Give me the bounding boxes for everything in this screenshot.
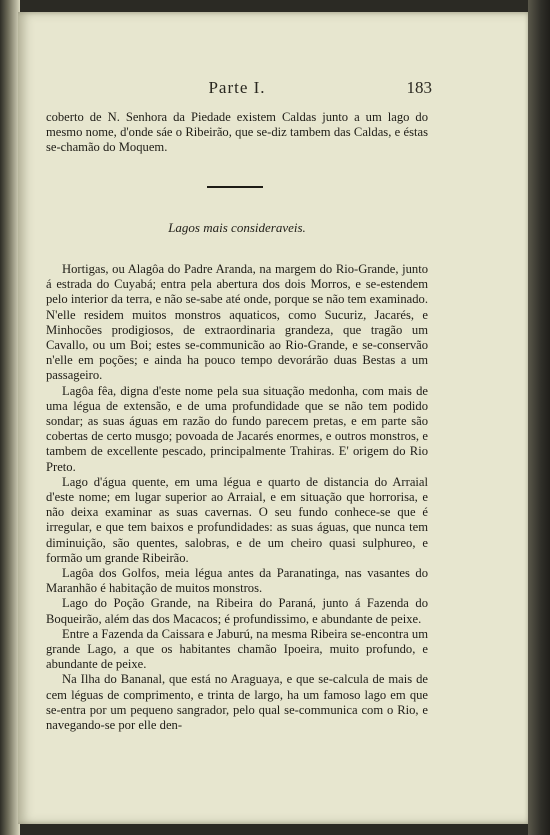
paragraph-lagoa-golfos: Lagôa dos Golfos, meia légua antes da Paranatinga, nas vasantes do Maranhão é habitação de muitos monstros. [46,566,428,596]
page-edge-shadow [528,0,550,835]
paragraph-caissara-jaburu: Entre a Fazenda da Caissara e Jaburú, na mesma Ribeira se-encontra um grande Lago, a que os habitantes chamão Ipoeira, muito profundo, e abundante de peixe. [46,626,428,672]
paragraph-lago-agua-quente: Lago d'água quente, em uma légua e quarto de distancia do Arraial d'este nome; em lugar superior ao Arraial, e em situação que horrorisa, e não deixa examinar as suas cavernas. O seu fundo conhece-se que é irregular, e que tem baixos e profundidades: as suas águas, que nunca tem diminuição, são quentes, salobras, e de um cheiro quasi sulphureo, e formão um grande Ribeirão. [46,474,428,565]
running-title: Parte I. [208,78,266,97]
running-header [46,78,432,98]
paragraph-ilha-bananal: Na Ilha do Bananal, que está no Araguaya, e que se-calcula de mais de cem léguas de comprimento, e trinta de largo, ha um famoso lago em que se-entra por um pequeno sangrador, pelo qual se-communica com o Rio, e navegando-se por elle den- [46,672,428,733]
paragraph-hortigas: Hortigas, ou Alagôa do Padre Aranda, na margem do Rio-Grande, junto á estrada do Cuyabá; entra pela abertura dos dois Morros, e se-estendem pelo interior da terra, e não se-sabe até onde, porque se não tem examinado. N'elle residem muitos monstros aquaticos, como Sucuriz, Jacarés, e Minhocões prodigiosos, de extraordinaria grandeza, que tragão um Cavallo, ou um Boi; estes se-communicão ao Rio-Grande, e se-conservão n'elle em poções; e ainda ha pouco tempo devorárão duas Bestas a um passageiro. [46,262,428,383]
body-text [46,262,428,733]
section-divider-rule [207,186,263,188]
book-gutter [0,0,20,835]
opening-text [46,110,428,156]
paragraph-lago-pocao-grande: Lago do Poção Grande, na Ribeira do Paraná, junto á Fazenda do Boqueirão, além das dos Macacos; é profundissimo, e abundante de peixe. [46,596,428,626]
paragraph-lagoa-fea: Lagôa fêa, digna d'este nome pela sua situação medonha, com mais de uma légua de extensão, e de uma profundidade que se não tem podido sondar; as suas águas em razão do fundo parecem pretas, e em parte são cobertas de certo musgo; povoada de Jacarés enormes, e outros monstros, e tambem de excellente pescado, principalmente Trahiras. E' origem do Rio Preto. [46,383,428,474]
page-number: 183 [406,78,432,97]
opening-paragraph: coberto de N. Senhora da Piedade existem Caldas junto a um lago do mesmo nome, d'onde sáe o Ribeirão, que se-diz tambem das Caldas, e éstas se-chamão do Moquem. [46,110,428,155]
section-heading: Lagos mais consideraveis. [168,220,306,235]
